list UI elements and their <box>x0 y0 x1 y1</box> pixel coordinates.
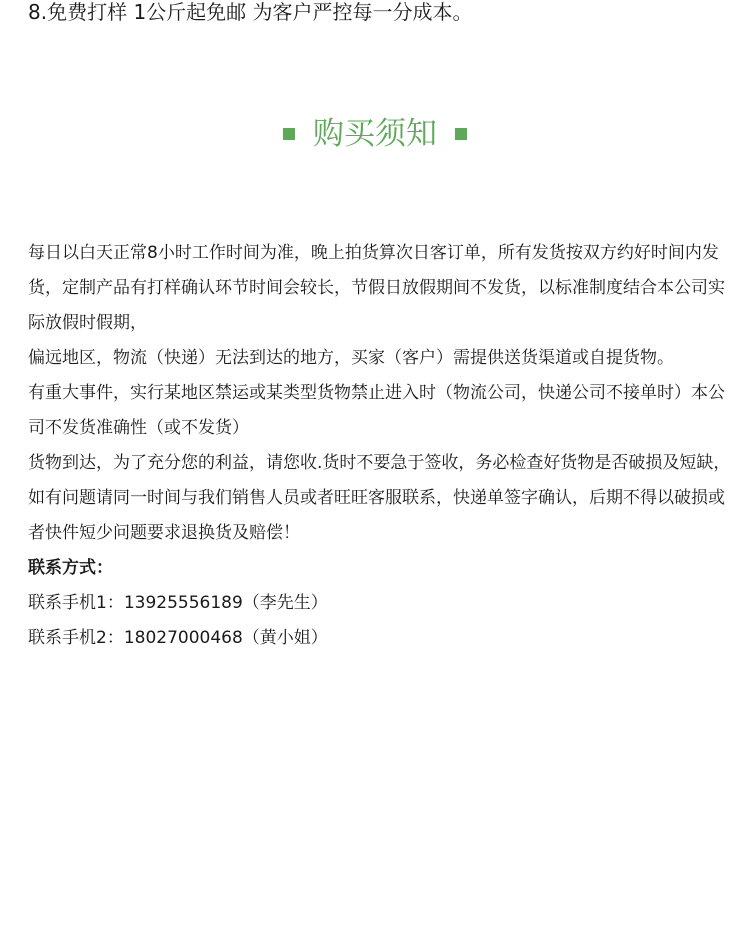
notice-paragraph-inspection: 货物到达，为了充分您的利益，请您收.货时不要急于签收，务必检查好货物是否破损及短缺，如有问题请同一时间与我们销售人员或者旺旺客服联系，快递单签字确认，后期不得以破损或者快件短少问题要求退换货及赔偿！ <box>28 453 731 543</box>
square-bullet-icon <box>283 128 295 140</box>
square-bullet-icon <box>455 128 467 140</box>
contact-phone-2: 联系手机2：18027000468（黄小姐） <box>28 628 328 648</box>
contact-label: 联系方式： <box>28 558 113 578</box>
section-header <box>0 112 750 156</box>
notice-paragraph-shipping-time: 每日以白天正常8小时工作时间为准，晚上拍货算次日客订单，所有发货按双方约好时间内发货，定制产品有打样确认环节时间会较长，节假日放假期间不发货，以标准制度结合本公司实际放假时假期， <box>28 243 725 333</box>
section-title: 购买须知 <box>313 116 437 152</box>
purchase-notice-body <box>28 236 740 656</box>
notice-paragraph-embargo: 有重大事件，实行某地区禁运或某类型货物禁止进入时（物流公司，快递公司不接单时）本公司不发货准确性（或不发货） <box>28 383 725 438</box>
contact-phone-1: 联系手机1：13925556189（李先生） <box>28 593 328 613</box>
notice-paragraph-remote-areas: 偏远地区，物流（快递）无法到达的地方，买家（客户）需提供送货渠道或自提货物。 <box>28 348 674 368</box>
free-sample-notice: 8.免费打样 1公斤起免邮 为客户严控每一分成本。 <box>28 0 473 24</box>
